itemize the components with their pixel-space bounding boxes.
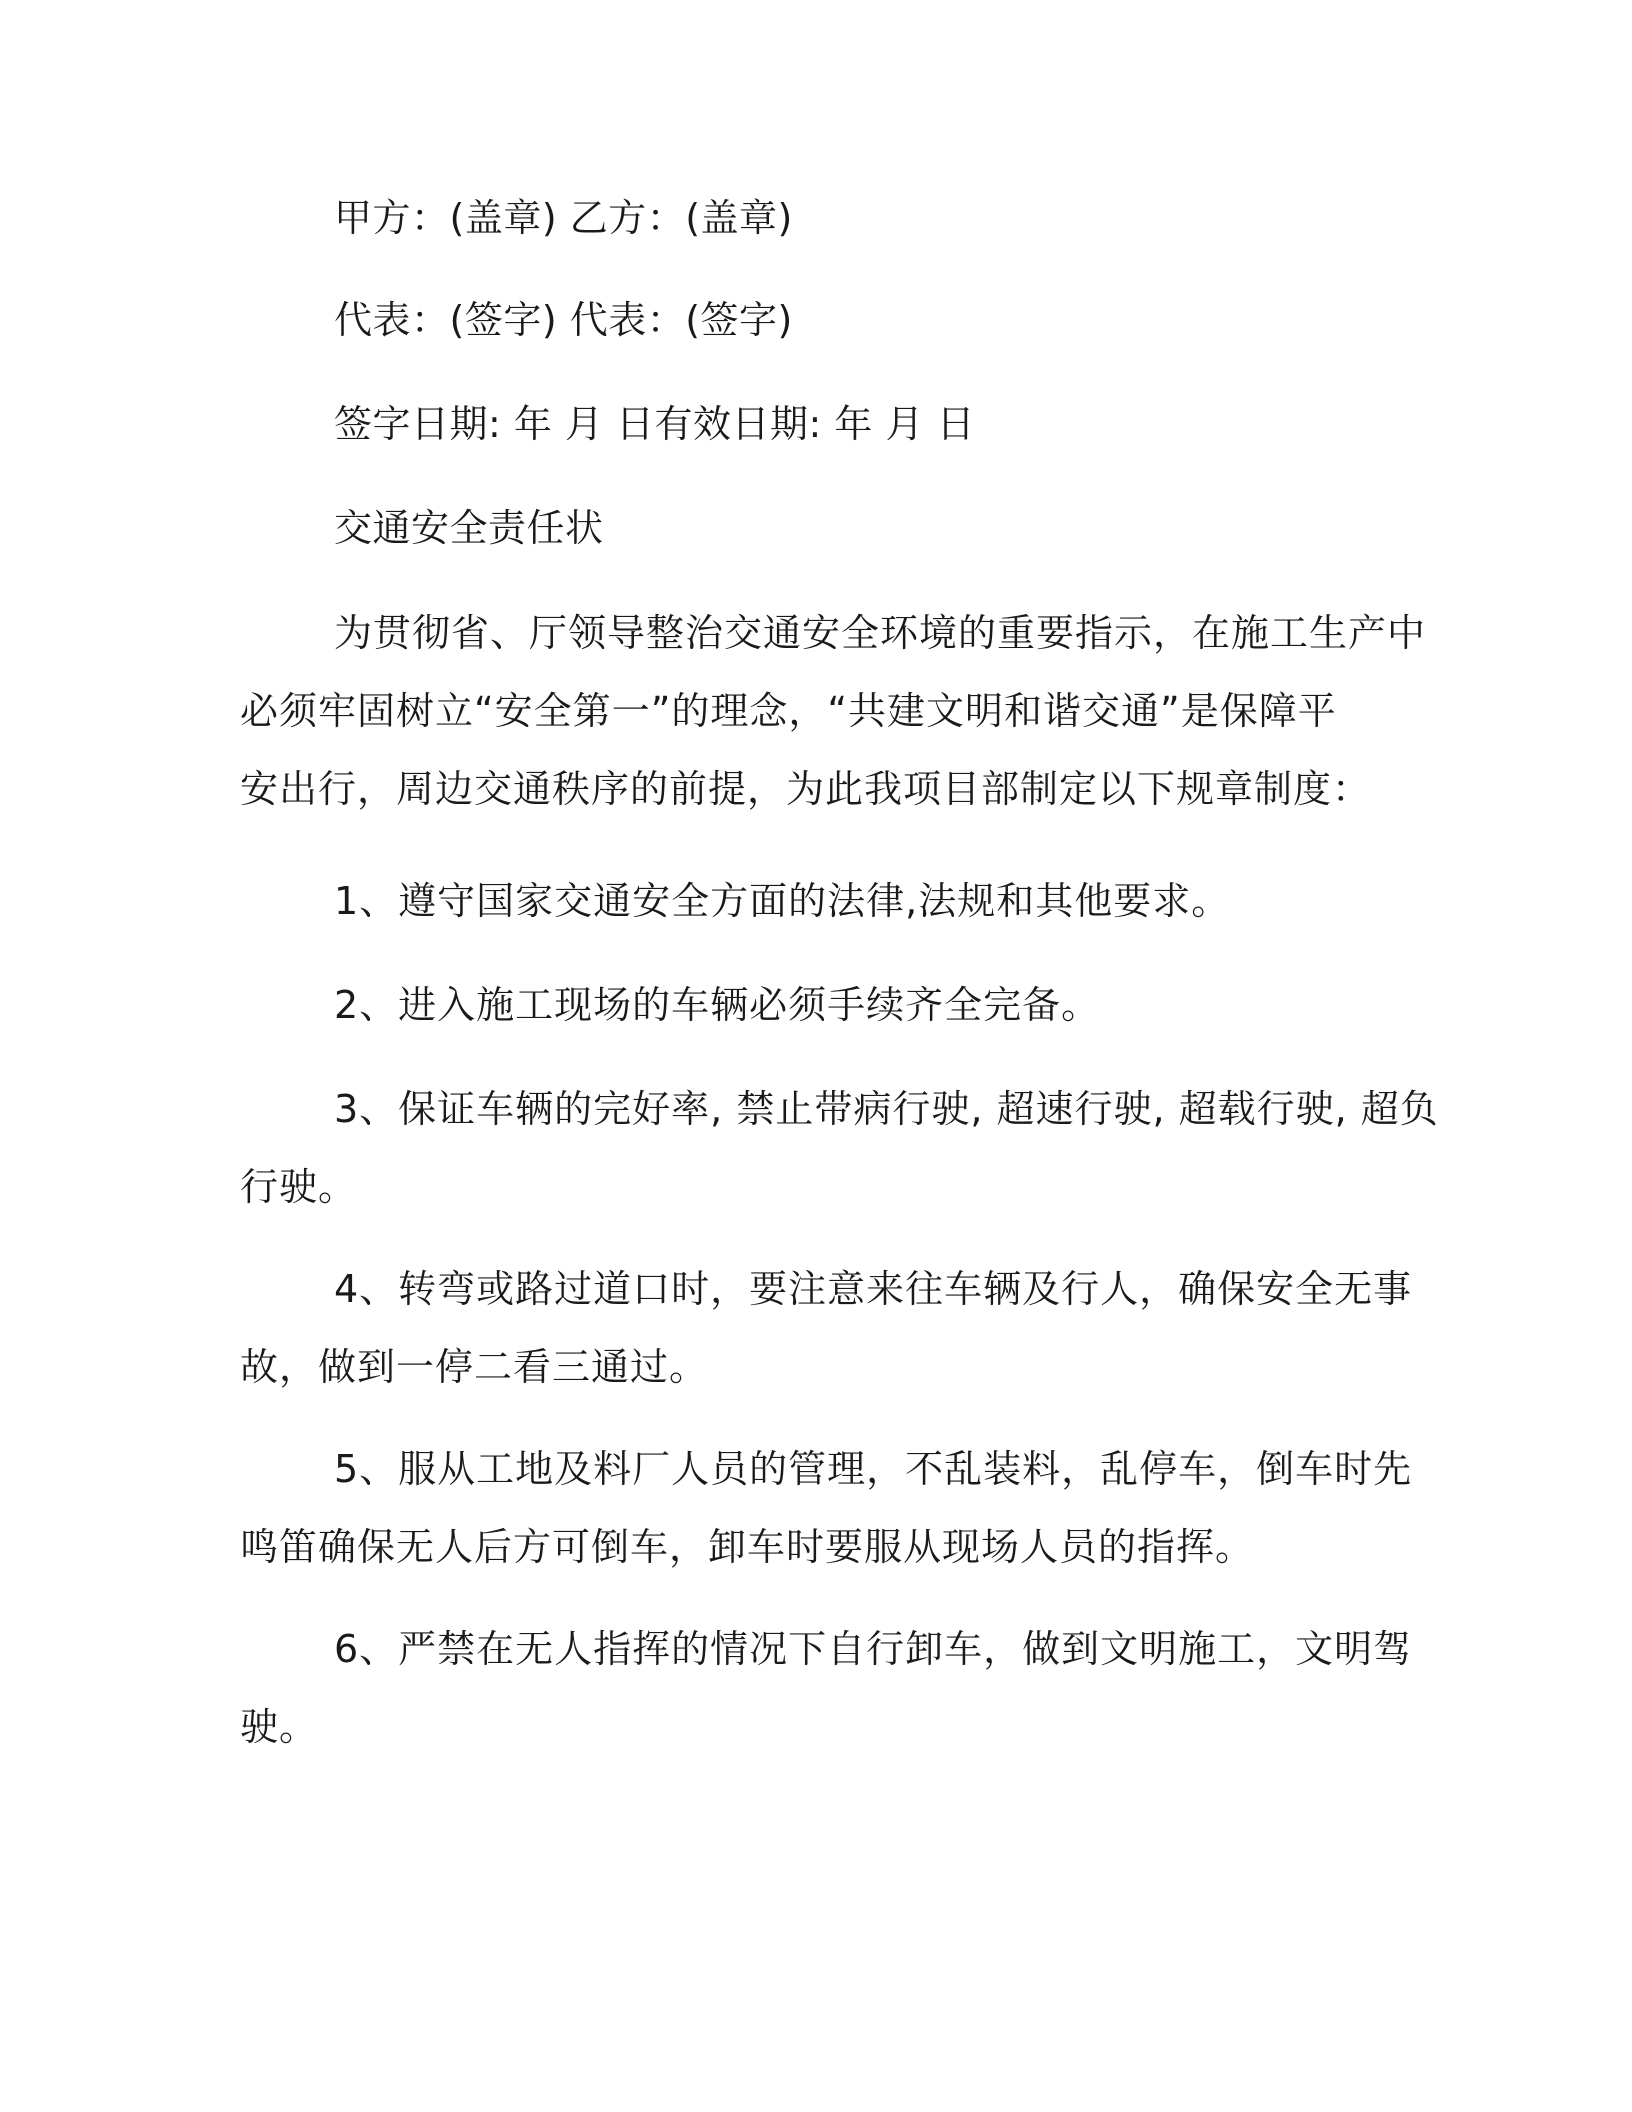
representatives-sign-line: 代表：(签字) 代表：(签字) xyxy=(334,298,793,342)
document-title: 交通安全责任状 xyxy=(334,506,604,550)
intro-line: 安出行，周边交通秩序的前提，为此我项目部制定以下规章制度： xyxy=(240,767,1372,811)
rule-line: 4、转弯或路过道口时，要注意来往车辆及行人，确保安全无事 xyxy=(334,1267,1413,1311)
dates-line: 签字日期: 年 月 日有效日期: 年 月 日 xyxy=(334,402,976,446)
rule-line: 故，做到一停二看三通过。 xyxy=(240,1345,709,1389)
rule-line: 5、服从工地及料厂人员的管理，不乱装料，乱停车，倒车时先 xyxy=(334,1447,1413,1491)
rule-line: 鸣笛确保无人后方可倒车，卸车时要服从现场人员的指挥。 xyxy=(240,1525,1255,1569)
intro-paragraph xyxy=(240,594,1427,828)
intro-line: 为贯彻省、厅领导整治交通安全环境的重要指示，在施工生产中 xyxy=(334,611,1427,655)
rule-line: 1、遵守国家交通安全方面的法律,法规和其他要求。 xyxy=(334,879,1231,923)
rule-line: 2、进入施工现场的车辆必须手续齐全完备。 xyxy=(334,983,1101,1027)
rule-item-5 xyxy=(240,1430,1413,1586)
rule-line: 驶。 xyxy=(240,1705,319,1749)
rule-item-6 xyxy=(240,1610,1413,1766)
rule-item-1 xyxy=(240,862,1380,940)
rule-item-2 xyxy=(240,966,1380,1044)
rule-line: 3、保证车辆的完好率, 禁止带病行驶, 超速行驶, 超载行驶, 超负 xyxy=(334,1087,1439,1131)
rule-item-4 xyxy=(240,1250,1413,1406)
parties-seal-line: 甲方：(盖章) 乙方：(盖章) xyxy=(334,196,793,240)
rule-line: 6、严禁在无人指挥的情况下自行卸车，做到文明施工，文明驾 xyxy=(334,1627,1413,1671)
intro-line: 必须牢固树立“安全第一”的理念，“共建文明和谐交通”是保障平 xyxy=(240,689,1337,733)
rule-item-3 xyxy=(240,1070,1439,1226)
rule-line: 行驶。 xyxy=(240,1165,358,1209)
